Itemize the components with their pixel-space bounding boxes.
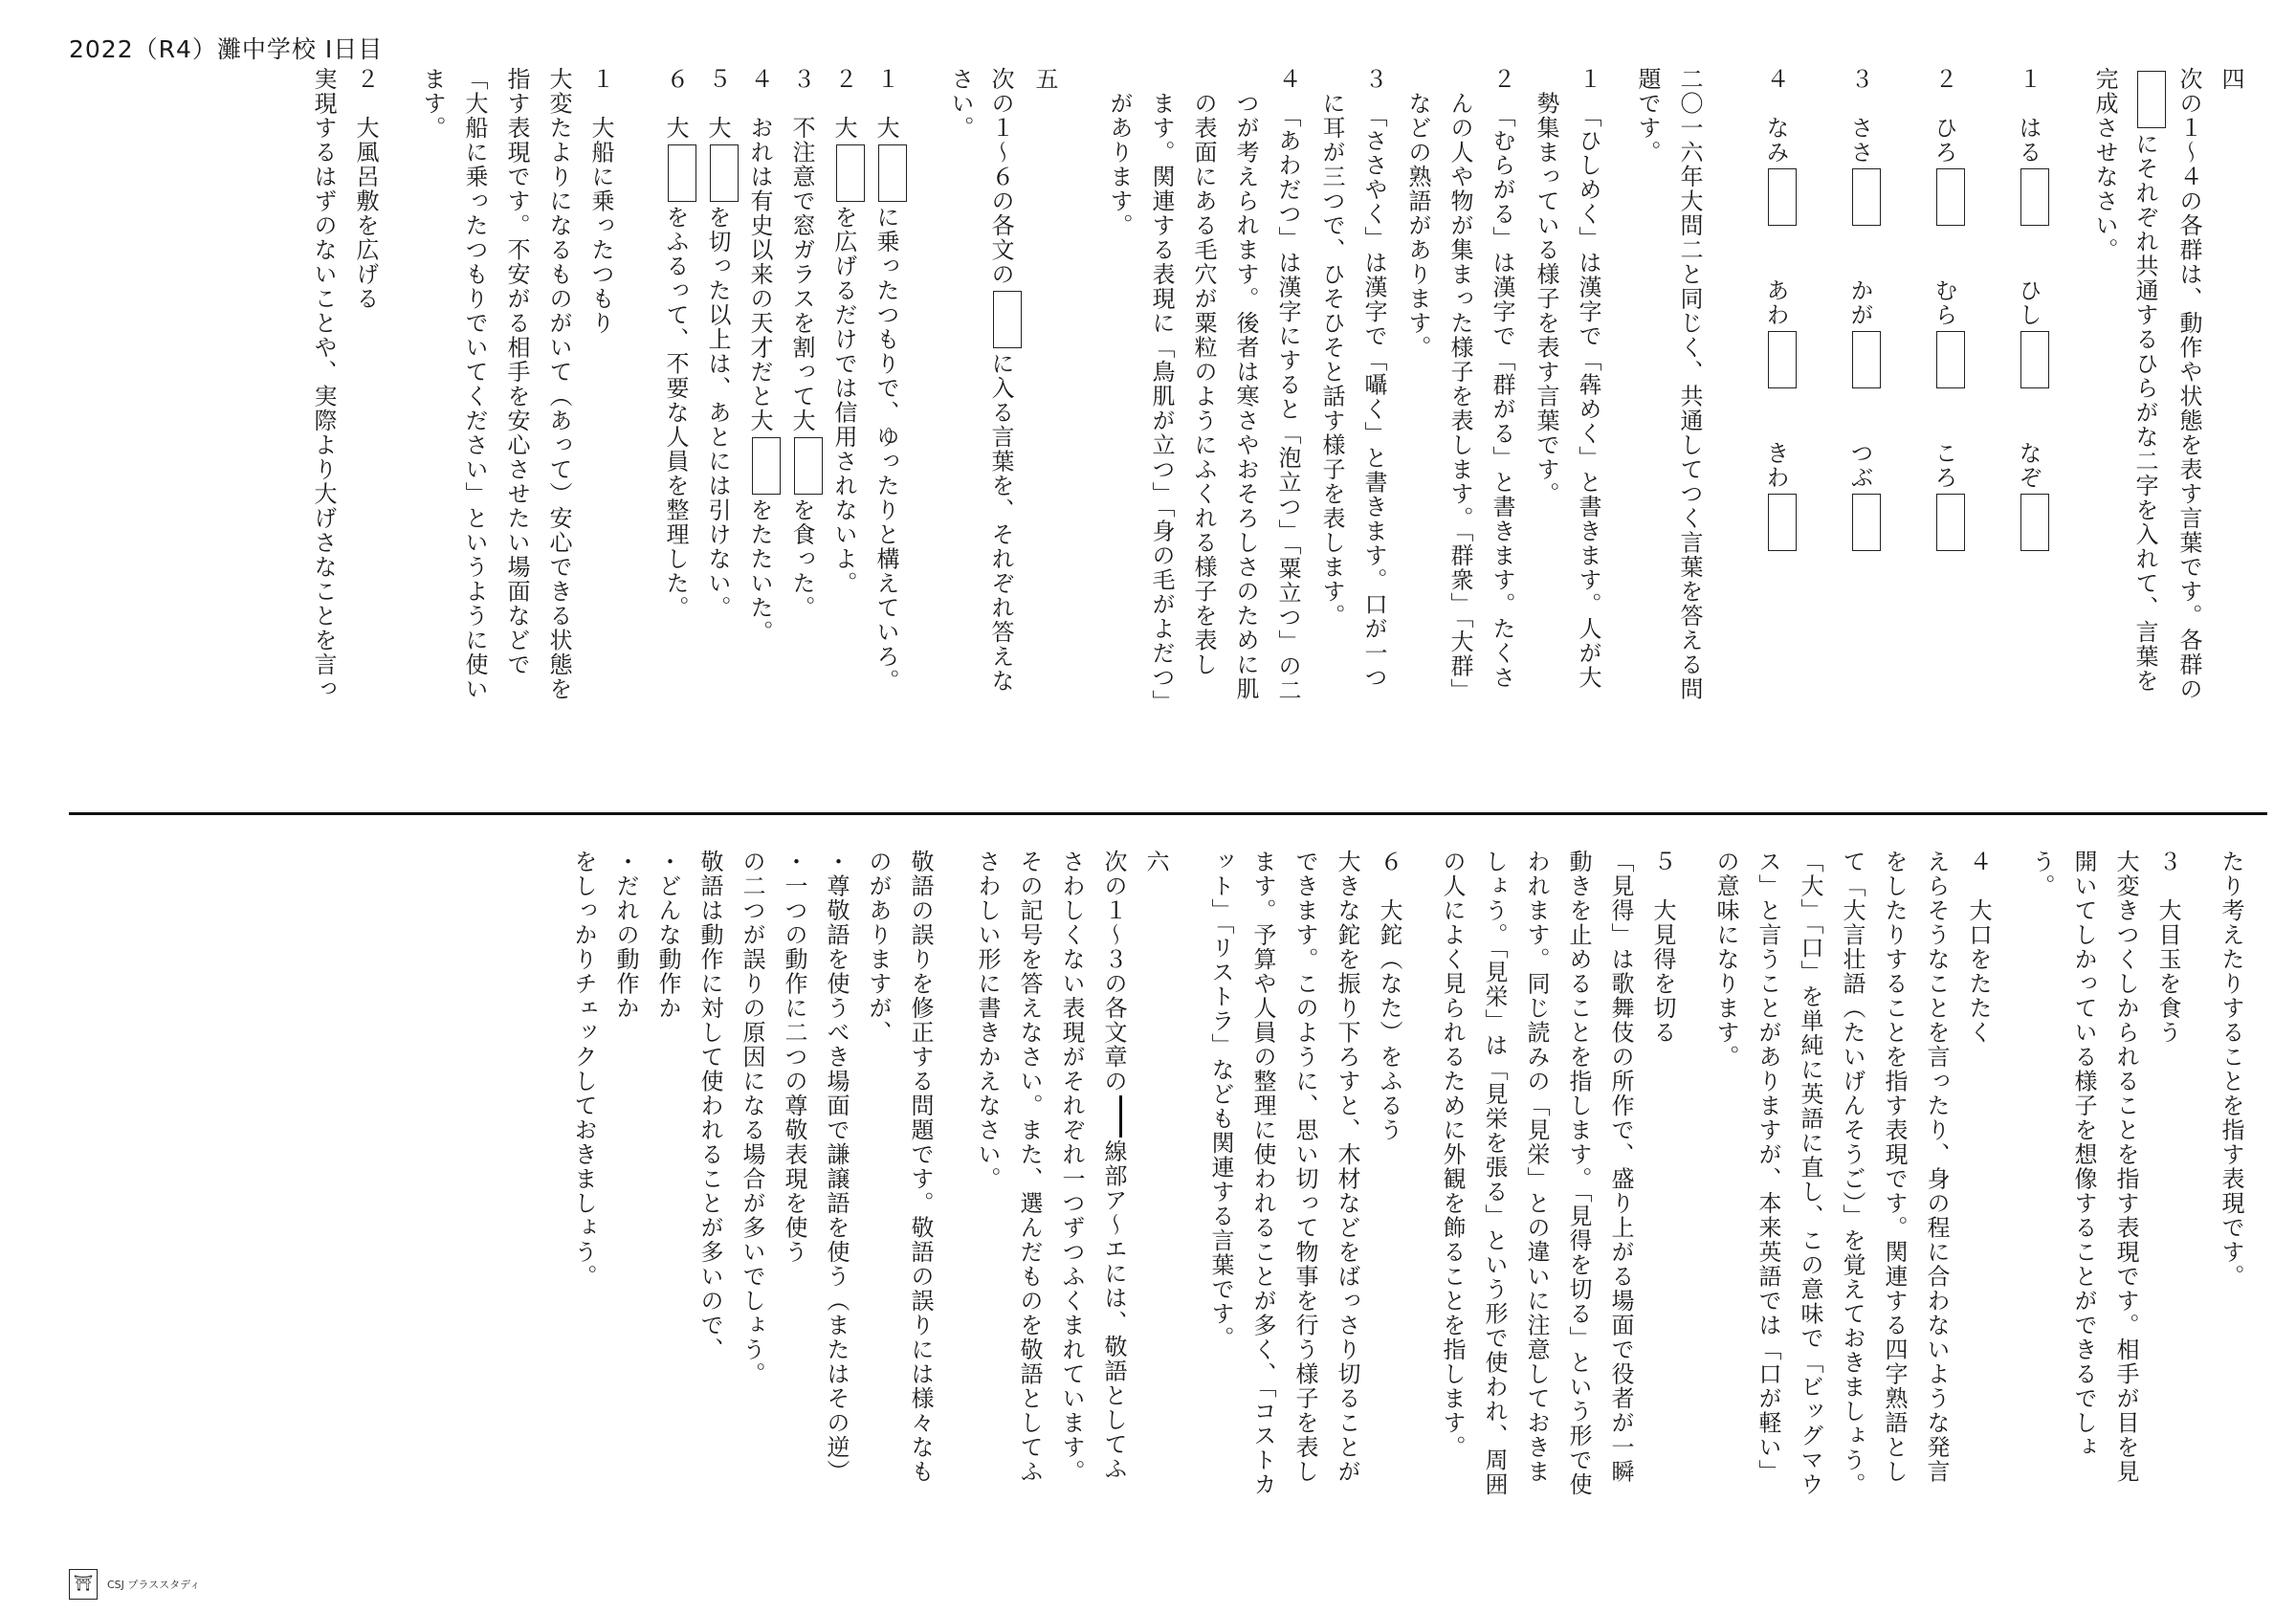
q4-item-3: ３ ささ かが つぶ <box>1839 67 1883 832</box>
underline-mark <box>1119 1095 1122 1138</box>
top-half <box>61 67 2252 832</box>
q5-explain-6-line-5: ット」「リストラ」なども関連する言葉です。 <box>1207 850 1234 1351</box>
q5-explain-6-line-4: ます。予算や人員の整理に使われることが多く、「コストカ <box>1249 850 1276 1497</box>
q5-sentence-3: ３ 不注意で窓ガラスを割って大を食った。 <box>781 67 825 832</box>
footer <box>69 1569 200 1600</box>
q5-explain-5-line-3: 動きを止めることを指します。「見得を切る」という形で使 <box>1565 850 1592 1497</box>
q5-explain-6-line-2: 大きな鉈を振り下ろすと、木材などをばっさり切ることが <box>1334 850 1360 1484</box>
q4-explain-4-line-2: つが考えられます。後者は寒さやおそろしさのために肌 <box>1232 91 1259 701</box>
q6-explain-line-5: の二つが誤りの原因になる場合が多いでしょう。 <box>739 850 765 1386</box>
answer-box[interactable] <box>1768 331 1797 388</box>
q4-explain-3-line-1: ３ 「ささやく」は漢字で「囁く」と書きます。口が一つ <box>1360 67 1387 690</box>
q6-explain-line-6: 敬語は動作に対して使われることが多いので、 <box>696 850 723 1362</box>
q5-explain-1-line-3: 指す表現です。不安がる相手を安心させたい場面などで <box>503 67 530 677</box>
q4-explain-3-line-2: に耳が三つで、ひそひそと話す様子を表します。 <box>1318 91 1345 629</box>
answer-box[interactable] <box>2020 494 2049 551</box>
q5-explain-1-line-2: 大変たよりになるものがいて（あって）安心できる状態を <box>545 67 572 701</box>
q6-explain-line-9: をしっかりチェックしておきましょう。 <box>570 850 597 1289</box>
q4-explain-4-line-4: ます。関連する表現に「鳥肌が立つ」「身の毛がよだつ」 <box>1148 91 1175 715</box>
q6-explain-line-8: ・だれの動作か <box>612 850 639 1021</box>
q5-explain-2-line-2: 実現するはずのないことや、実際より大げさなことを言っ <box>310 67 337 701</box>
q5-explain-3-line-3: 開いてしかっている様子を想像することができるでしょ <box>2070 850 2097 1460</box>
q6-explain-line-2: のがありますが、 <box>865 850 892 1045</box>
answer-box[interactable] <box>1852 331 1881 388</box>
bottom-half <box>61 850 2252 1558</box>
q6-explain-line-1: 敬語の誤りを修正する問題です。敬語の誤りには様々なも <box>907 850 934 1484</box>
q6-prompt-line-3: その記号を答えなさい。また、選んだものを敬語としてふ <box>1016 850 1043 1484</box>
answer-box[interactable] <box>2020 331 2049 388</box>
q5-number: 五 <box>1031 67 1058 92</box>
answer-box[interactable] <box>752 437 781 495</box>
answer-box[interactable] <box>710 144 739 202</box>
answer-box[interactable] <box>836 144 865 202</box>
q5-explain-4-line-1: ４ 大口をたたく <box>1965 850 1992 1045</box>
q5-explain-4-line-4: て「大言壮語（たいげんそうご）」を覚えておきましょう。 <box>1839 850 1866 1497</box>
q5-explain-5-line-5: しょう。「見栄」は「見栄を張る」という形で使われ、周囲 <box>1481 850 1508 1497</box>
section-divider <box>69 812 2267 815</box>
brand-logo-icon: ⛩ <box>69 1569 98 1600</box>
q6-prompt-line-2: さわしくない表現がそれぞれ一つずつふくまれています。 <box>1058 850 1085 1484</box>
answer-box[interactable] <box>1852 494 1881 551</box>
q4-note-line-1: 二〇一六年大問二と同じく、共通してつく言葉を答える問 <box>1676 67 1703 701</box>
q5-sentence-1: １ 大に乗ったつもりで、ゆったりと構えていろ。 <box>865 67 909 832</box>
answer-box[interactable] <box>1936 494 1965 551</box>
q4-explain-1-line-2: 勢集まっている様子を表す言葉です。 <box>1533 91 1559 506</box>
q6-explain-line-3: ・尊敬語を使うべき場面で謙譲語を使う（またはその逆） <box>823 850 850 1484</box>
q6-explain-line-7: ・どんな動作か <box>654 850 681 1021</box>
q6-prompt-line-1: 次の１〜３の各文章の線部ア〜エには、敬語としてふ <box>1100 850 1127 1481</box>
q5-prompt-line-1: 次の１〜６の各文のに入る言葉を、それぞれ答えな <box>980 67 1024 832</box>
answer-box[interactable] <box>668 144 696 202</box>
q4-item-4: ４ なみ あわ きわ <box>1755 67 1799 832</box>
q4-item-1: １ はる ひし なぞ <box>2007 67 2051 832</box>
q5-explain-2-line-1: ２ 大風呂敷を広げる <box>352 67 379 311</box>
q4-explain-2-line-3: などの熟語があります。 <box>1404 91 1431 360</box>
q5-explain-1-line-1: １ 大船に乗ったつもり <box>587 67 614 336</box>
q5-explain-5-line-1: ５ 大見得を切る <box>1649 850 1676 1045</box>
answer-box[interactable] <box>993 291 1022 348</box>
q4-prompt-line-1: 次の１〜４の各群は、動作や状態を表す言葉です。各群の <box>2175 67 2202 701</box>
q4-explain-4-line-1: ４ 「あわだつ」は漢字にすると「泡立つ」「粟立つ」の二 <box>1274 67 1301 703</box>
answer-box[interactable] <box>1768 168 1797 226</box>
q4-prompt-line-2: にそれぞれ共通するひらがな二字を入れて、言葉を <box>2124 67 2168 832</box>
q4-explain-1-line-1: １ 「ひしめく」は漢字で「犇めく」と書きます。人が大 <box>1575 67 1601 690</box>
page-header: 2022（R4）灘中学校 Ⅰ日目 <box>69 35 384 63</box>
answer-box[interactable] <box>1852 168 1881 226</box>
q5-explain-4-line-2: えらそうなことを言ったり、身の程に合わないような発言 <box>1923 850 1950 1484</box>
q5-explain-3-line-2: 大変きつくしかられることを指す表現です。相手が目を見 <box>2112 850 2139 1484</box>
q5-explain-6-line-3: できます。このように、思い切って物事を行う様子を表し <box>1292 850 1318 1484</box>
q6-explain-line-4: ・一つの動作に二つの尊敬表現を使う <box>781 850 807 1265</box>
q5-explain-6-line-1: ６ 大鉈（なた）をふるう <box>1376 850 1402 1142</box>
q5-prompt-line-2: さい。 <box>947 67 974 141</box>
q5-explain-1-line-5: ます。 <box>419 67 446 141</box>
q4-note-line-2: 題です。 <box>1634 67 1661 165</box>
answer-box[interactable] <box>878 144 907 202</box>
q5-sentence-5: ５ 大を切った以上は、あとには引けない。 <box>696 67 740 832</box>
q5-explain-4-line-5: 「大」「口」を単純に英語に直し、この意味で「ビッグマウ <box>1797 850 1823 1497</box>
q6-number: 六 <box>1142 850 1169 874</box>
q5-explain-4-line-7: の意味になります。 <box>1712 850 1739 1070</box>
answer-box[interactable] <box>794 437 823 495</box>
q4-number: 四 <box>2218 67 2244 92</box>
answer-box[interactable] <box>1936 168 1965 226</box>
q5-explain-3-line-4: う。 <box>2028 850 2055 898</box>
q5-explain-2-continuation: たり考えたりすることを指す表現です。 <box>2218 850 2244 1289</box>
q4-item-2: ２ ひろ むら ころ <box>1923 67 1967 832</box>
q5-explain-5-line-2: 「見得」は歌舞伎の所作で、盛り上がる場面で役者が一瞬 <box>1607 850 1634 1484</box>
answer-box[interactable] <box>1936 331 1965 388</box>
q5-explain-5-line-4: われます。同じ読みの「見栄」との違いに注意しておきま <box>1523 850 1550 1484</box>
q5-explain-1-line-4: 「大船に乗ったつもりでいてください」というように使い <box>461 67 488 701</box>
q4-explain-4-line-5: があります。 <box>1106 91 1133 238</box>
q4-explain-2-line-2: んの人や物が集まった様子を表します。「群衆」「大群」 <box>1446 91 1473 703</box>
q5-sentence-4: ４ おれは有史以来の天才だと大をたたいた。 <box>739 67 783 832</box>
q5-explain-3-line-1: ３ 大目玉を食う <box>2154 850 2181 1045</box>
q5-explain-4-line-3: をしたりすることを指す表現です。関連する四字熟語とし <box>1881 850 1908 1484</box>
q5-sentence-2: ２ 大を広げるだけでは信用されないよ。 <box>823 67 867 832</box>
answer-box[interactable] <box>2137 71 2166 128</box>
q4-explain-4-line-3: の表面にある毛穴が粟粒のようにふくれる様子を表し <box>1190 91 1217 677</box>
answer-box[interactable] <box>1768 494 1797 551</box>
q5-sentence-6: ６ 大をふるって、不要な人員を整理した。 <box>654 67 698 832</box>
q4-explain-2-line-1: ２ 「むらがる」は漢字で「群がる」と書きます。たくさ <box>1489 67 1515 690</box>
q6-prompt-line-4: さわしい形に書きかえなさい。 <box>974 850 1001 1191</box>
q5-explain-5-line-6: の人によく見られるために外観を飾ることを指します。 <box>1439 850 1466 1460</box>
brand-name: CSJ プラススタディ <box>107 1579 201 1591</box>
q5-explain-4-line-6: ス」と言うことがありますが、本来英語では「口が軽い」 <box>1755 850 1781 1484</box>
answer-box[interactable] <box>2020 168 2049 226</box>
q4-prompt-line-3: 完成させなさい。 <box>2091 67 2118 262</box>
